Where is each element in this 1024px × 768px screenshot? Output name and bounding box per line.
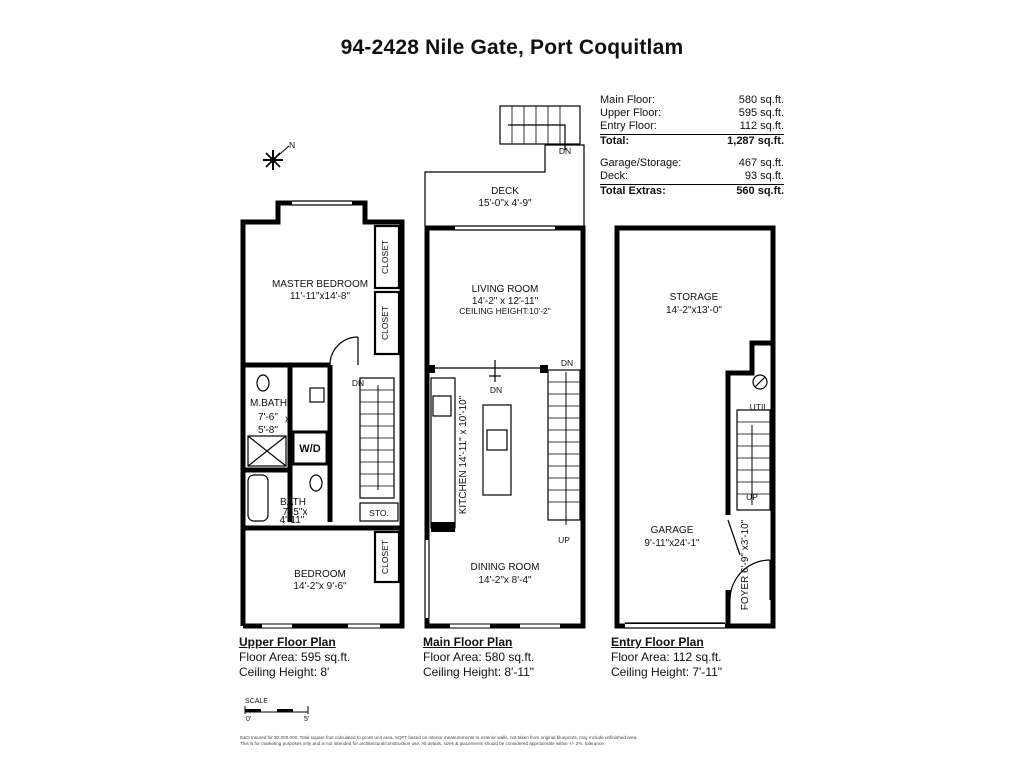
area-label: Upper Floor: <box>600 107 662 119</box>
deck-stairs-down-label: DN <box>558 146 572 156</box>
area-label: Garage/Storage: <box>600 157 682 169</box>
kitchen-label: KITCHEN 14'-11" x 10'-10" <box>458 395 469 515</box>
area-label: Main Floor: <box>600 94 656 106</box>
stairs-up-label: UP <box>558 535 570 545</box>
step-down-label: DN <box>489 385 503 395</box>
page-title: 94-2428 Nile Gate, Port Coquitlam <box>340 36 684 59</box>
caption-floor-area: Floor Area: 580 sq.ft. <box>423 650 535 664</box>
area-label: Total: <box>600 135 630 147</box>
dining-room-label: DINING ROOM <box>470 562 540 573</box>
area-label: Total Extras: <box>600 185 666 197</box>
disclaimer-line: This is for marketing purposes only and is not intended for architectural/construction use. All details, sizes & placements should be considered approximate within +/- 2%, tolerance. <box>240 741 606 746</box>
area-label: Entry Floor: <box>600 120 657 132</box>
caption-title: Main Floor Plan <box>423 635 513 649</box>
master-bath-x: x <box>285 414 290 425</box>
closet-label: CLOSET <box>380 539 390 575</box>
compass-north-label: N <box>289 140 296 150</box>
area-value: 560 sq.ft. <box>736 185 784 197</box>
disclaimer-line: E&O Insured for $2,000,000. Total square foot calculated to gross unit area. SQFT based on interior measurements to exterior walls, not taken from original blueprints, may include unfinished area. <box>240 735 638 740</box>
deck-dim: 15'-0"x 4'-9" <box>478 198 532 209</box>
compass-icon <box>263 146 289 170</box>
caption-floor-area: Floor Area: 112 sq.ft. <box>611 650 722 664</box>
master-bath-dim-2: 5'-8" <box>258 425 278 436</box>
bedroom-label: BEDROOM <box>294 569 346 580</box>
caption-title: Entry Floor Plan <box>611 635 704 649</box>
area-value: 467 sq.ft. <box>738 157 784 169</box>
scale-start-label: 0' <box>246 716 252 723</box>
scale-end-label: 5' <box>304 716 310 723</box>
storage-dim: 14'-2"x13'-0" <box>666 305 722 316</box>
master-bedroom-label: MASTER BEDROOM <box>271 279 369 290</box>
closet-label: CLOSET <box>380 305 390 341</box>
area-label: Deck: <box>600 170 629 182</box>
foyer-label: FOYER 6'-9" x3'-10" <box>740 519 751 611</box>
bedroom-dim: 14'-2"x 9'-6" <box>293 581 347 592</box>
upper-floor-caption <box>239 635 350 680</box>
washer-dryer-label: W/D <box>299 443 321 455</box>
caption-title: Upper Floor Plan <box>239 635 336 649</box>
entry-floor-caption <box>611 635 722 680</box>
closet-label: CLOSET <box>380 239 390 275</box>
dining-room-dim: 14'-2"x 8'-4" <box>478 575 532 586</box>
bath-dim-1: 7'-5"x <box>282 507 308 518</box>
garage-label: GARAGE <box>650 525 694 536</box>
disclaimer <box>240 735 800 747</box>
area-value: 595 sq.ft. <box>738 107 784 119</box>
deck-label: DECK <box>491 186 519 197</box>
caption-ceiling-height: Ceiling Height: 8'-11" <box>423 665 535 679</box>
area-value: 1,287 sq.ft. <box>727 135 784 147</box>
scale-label: SCALE <box>245 698 268 705</box>
storage-closet-label: STO. <box>369 508 389 518</box>
caption-ceiling-height: Ceiling Height: 7'-11" <box>611 665 723 679</box>
stairs-down-label: DN <box>351 378 365 388</box>
living-room-ceiling: CEILING HEIGHT:10'-2" <box>459 306 551 316</box>
caption-floor-area: Floor Area: 595 sq.ft. <box>239 650 351 664</box>
master-bath-label: M.BATH <box>250 398 288 409</box>
living-room-label: LIVING ROOM <box>471 284 539 295</box>
master-bedroom-dim: 11'-11"x14'-8" <box>289 291 351 302</box>
living-room-dim: 14'-2" x 12'-11" <box>471 296 539 307</box>
area-value: 580 sq.ft. <box>738 94 784 106</box>
bath-dim-2: 4'-11" <box>279 515 305 526</box>
storage-label: STORAGE <box>669 292 719 303</box>
stairs-up-label: UP <box>746 492 758 502</box>
stairs-down-label: DN <box>560 358 574 368</box>
main-floor-caption <box>423 635 534 680</box>
area-value: 112 sq.ft. <box>739 120 784 132</box>
garage-dim: 9'-11"x24'-1" <box>644 538 700 549</box>
caption-ceiling-height: Ceiling Height: 8' <box>239 665 330 679</box>
utility-label: UTIL. <box>749 402 771 412</box>
scale-bar <box>245 706 308 714</box>
bath-label: BATH <box>280 497 306 508</box>
area-value: 93 sq.ft. <box>744 170 784 182</box>
master-bath-dim-1: 7'-6" <box>258 412 278 423</box>
